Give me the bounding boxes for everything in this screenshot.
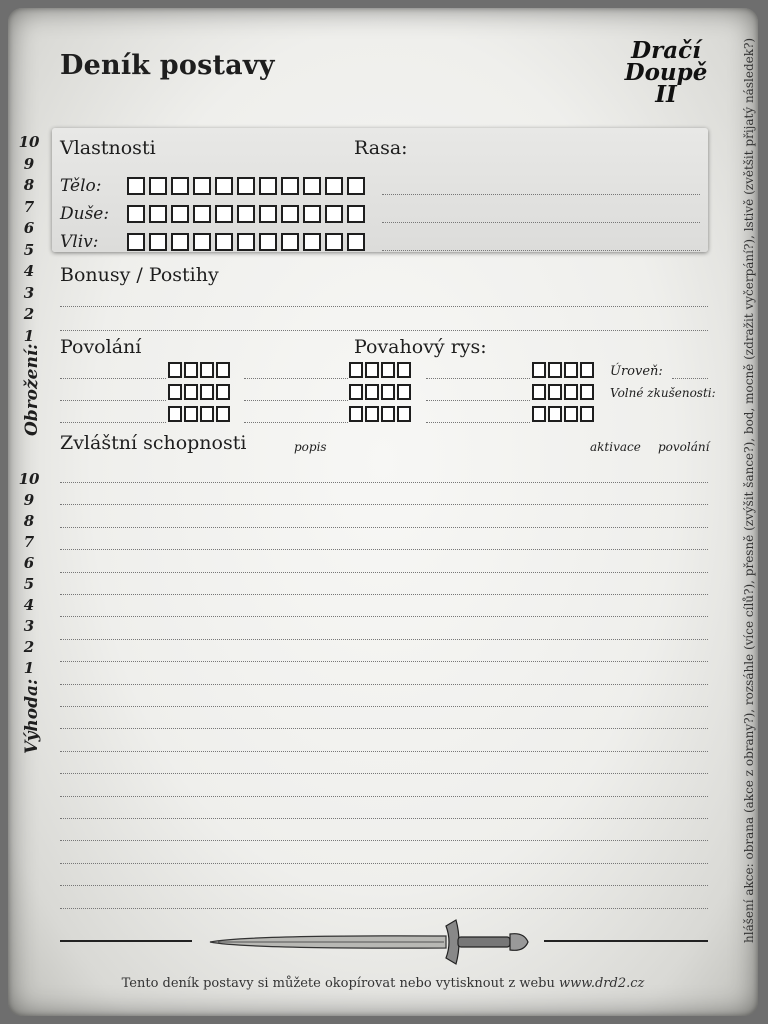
free-xp-label: Volné zkušenosti:: [610, 386, 716, 400]
advantage-scale-number[interactable]: 4: [23, 596, 35, 614]
profession-line[interactable]: [426, 378, 530, 379]
footer-text: Tento deník postavy si můžete okopírovat nebo vytisknout z webu: [121, 976, 555, 991]
property-line-body[interactable]: [382, 194, 700, 195]
profession-line[interactable]: [244, 378, 348, 379]
profession-line[interactable]: [60, 378, 166, 379]
sword-icon: [206, 908, 536, 974]
footer-website-link[interactable]: www.drd2.cz: [559, 976, 645, 991]
property-label-influence: Vliv:: [60, 232, 99, 252]
logo-line-3: II: [655, 81, 677, 108]
ability-line[interactable]: [60, 549, 708, 550]
ability-line[interactable]: [60, 572, 708, 573]
advantage-scale-number[interactable]: 5: [23, 575, 35, 593]
resilience-scale-number[interactable]: 4: [23, 262, 35, 280]
profession-line[interactable]: [426, 422, 530, 423]
ability-line[interactable]: [60, 840, 708, 841]
bonuses-heading: Bonusy / Postihy: [60, 264, 219, 286]
property-boxes-soul[interactable]: [127, 205, 365, 223]
resilience-scale-number[interactable]: 5: [23, 240, 35, 259]
resilience-scale-number[interactable]: 6: [23, 219, 35, 237]
advantage-scale-number[interactable]: 6: [23, 554, 35, 572]
advantage-label: Výhoda:: [22, 678, 42, 754]
footer-rule-right: [544, 940, 708, 942]
profession-level-boxes[interactable]: [168, 362, 230, 378]
resilience-scale-number[interactable]: 1: [23, 326, 35, 345]
resilience-label: Obrožení:: [22, 343, 42, 436]
properties-heading: Vlastnosti: [60, 137, 156, 159]
property-label-soul: Duše:: [60, 204, 110, 224]
resilience-scale-number[interactable]: 9: [23, 154, 35, 173]
advantage-scale-number[interactable]: 1: [23, 659, 35, 677]
ability-line[interactable]: [60, 661, 708, 662]
ability-line[interactable]: [60, 863, 708, 864]
ability-line[interactable]: [60, 796, 708, 797]
bonus-line[interactable]: [60, 306, 708, 307]
ability-line[interactable]: [60, 684, 708, 685]
property-boxes-influence[interactable]: [127, 233, 365, 251]
advantage-scale-number[interactable]: 8: [23, 512, 35, 530]
game-logo: [620, 37, 712, 108]
property-line-soul[interactable]: [382, 222, 700, 223]
profession-level-boxes[interactable]: [532, 362, 594, 378]
ability-line[interactable]: [60, 728, 708, 729]
advantage-scale-number[interactable]: 3: [23, 617, 35, 635]
profession-line[interactable]: [426, 400, 530, 401]
level-line[interactable]: [672, 378, 708, 379]
profession-level-boxes[interactable]: [532, 406, 594, 422]
resilience-scale-number[interactable]: 2: [23, 305, 35, 323]
col-description: popis: [294, 440, 327, 454]
profession-level-boxes[interactable]: [532, 384, 594, 400]
ability-line[interactable]: [60, 773, 708, 774]
character-sheet: [8, 8, 758, 1016]
advantage-scale-number[interactable]: 2: [23, 638, 35, 656]
property-line-influence[interactable]: [382, 250, 700, 251]
advantage-scale-number[interactable]: 7: [23, 533, 35, 551]
bonus-line[interactable]: [60, 330, 708, 331]
level-label: Úroveň:: [610, 364, 663, 379]
profession-level-boxes[interactable]: [349, 362, 411, 378]
ability-line[interactable]: [60, 885, 708, 886]
resilience-scale-number[interactable]: 7: [23, 197, 35, 216]
ability-line[interactable]: [60, 706, 708, 707]
ability-line[interactable]: [60, 751, 708, 752]
profession-heading: Povolání: [60, 336, 142, 358]
profession-line[interactable]: [244, 400, 348, 401]
page-title: Deník postavy: [60, 50, 275, 81]
profession-line[interactable]: [244, 422, 348, 423]
ability-line[interactable]: [60, 594, 708, 595]
property-boxes-body[interactable]: [127, 177, 365, 195]
resilience-scale-number[interactable]: 8: [23, 176, 35, 194]
race-label: Rasa:: [354, 137, 408, 159]
logo-line-2: Doupě: [624, 59, 708, 86]
profession-level-boxes[interactable]: [349, 384, 411, 400]
profession-level-boxes[interactable]: [168, 384, 230, 400]
profession-level-boxes[interactable]: [349, 406, 411, 422]
ability-line[interactable]: [60, 616, 708, 617]
ability-line[interactable]: [60, 504, 708, 505]
profession-line[interactable]: [60, 422, 166, 423]
logo-line-1: Dračí: [631, 37, 701, 64]
col-profession: povolání: [658, 440, 710, 454]
properties-panel: [52, 128, 708, 252]
footer-note: [8, 976, 758, 991]
profession-level-boxes[interactable]: [168, 406, 230, 422]
advantage-scale-number[interactable]: 10: [18, 470, 40, 488]
property-label-body: Tělo:: [60, 176, 102, 196]
ability-line[interactable]: [60, 527, 708, 528]
col-activation: aktivace: [590, 440, 641, 454]
abilities-heading: Zvláštní schopnosti: [60, 432, 247, 454]
resilience-scale-number[interactable]: 3: [23, 283, 35, 302]
footer-rule-left: [60, 940, 192, 942]
action-announcement-note: hlášení akce: obrana (akce z obrany?), rozsáhle (více cílů?), přesně (zvýšit šance?), bod, mocně (zdražit vyčerpání?), lstivě (zvětšit přijatý následek?): [742, 37, 756, 943]
advantage-scale-number[interactable]: 9: [23, 491, 35, 509]
ability-line[interactable]: [60, 818, 708, 819]
ability-line[interactable]: [60, 639, 708, 640]
profession-line[interactable]: [60, 400, 166, 401]
resilience-scale-number[interactable]: 10: [18, 133, 40, 151]
trait-heading: Povahový rys:: [354, 336, 487, 358]
ability-line[interactable]: [60, 482, 708, 483]
